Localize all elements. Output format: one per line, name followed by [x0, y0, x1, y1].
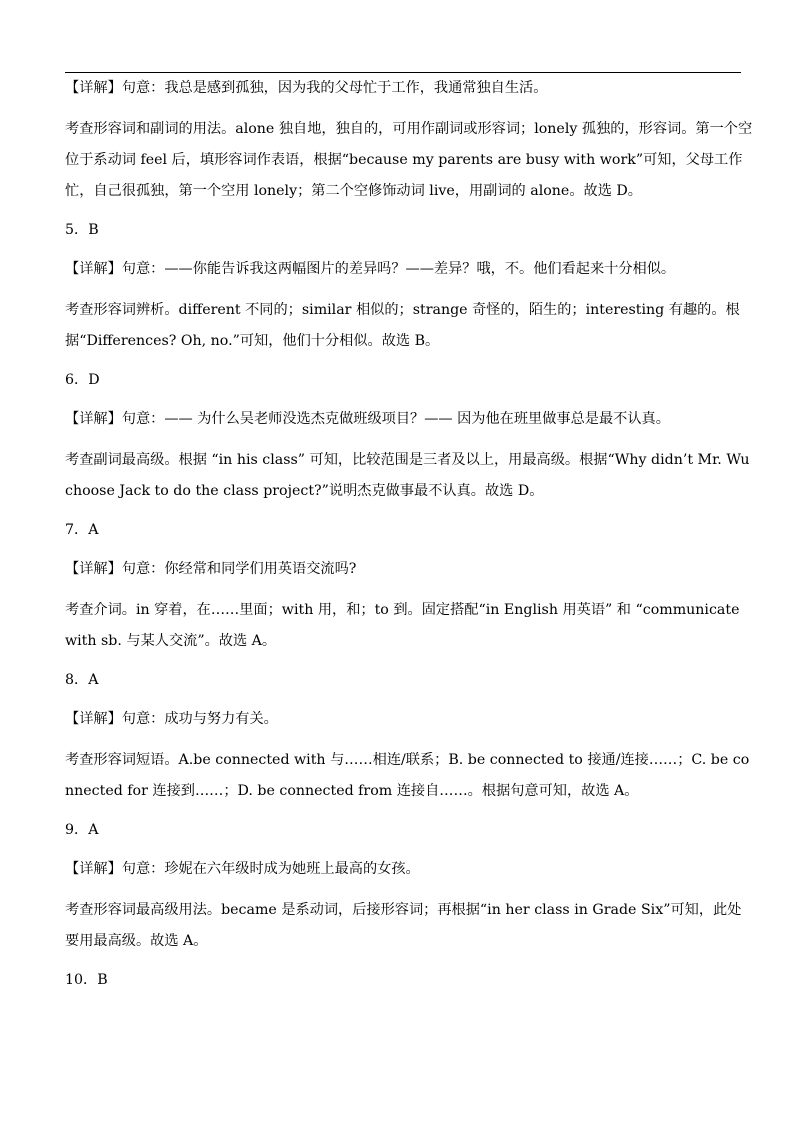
analysis-q9: 考查形容词最高级用法。became 是系动词，后接形容词；再根据“in her class in Grade Six”可知，此处要用最高级。故选 A。 — [65, 902, 742, 949]
answer-number-6: 6．D — [65, 372, 100, 388]
explain-q6: 【详解】句意：—— 为什么吴老师没选杰克做班级项目？—— 因为他在班里做事总是最不认真。 — [65, 411, 670, 427]
explain-q5: 【详解】句意：——你能告诉我这两幅图片的差异吗？——差异？哦，不。他们看起来十分相似。 — [65, 261, 676, 277]
analysis-q4: 考查形容词和副词的用法。alone 独自地，独自的，可用作副词或形容词；lonely 孤独的，形容词。第一个空位于系动词 feel 后，填形容词作表语，根据“because my parents are busy with work”可知，父母工作忙，自己很孤独，第一个空用 lonely；第二个空修饰动词 live，用副词的 alone。故选 D。 — [65, 121, 753, 199]
explain-q4: 【详解】句意：我总是感到孤独，因为我的父母忙于工作，我通常独自生活。 — [65, 80, 548, 96]
answer-number-5: 5．B — [65, 222, 99, 238]
explain-q8: 【详解】句意：成功与努力有关。 — [65, 711, 278, 727]
answer-number-8: 8．A — [65, 672, 99, 688]
analysis-q6: 考查副词最高级。根据 “in his class” 可知，比较范围是三者及以上，用最高级。根据“Why didn’t Mr. Wu choose Jack to do the class project?”说明杰克做事最不认真。故选 D。 — [65, 452, 750, 499]
analysis-q8: 考查形容词短语。A.be connected with 与……相连/联系；B. be connected to 接通/连接……；C. be connected for 连接到……；D. be connected from 连接自……。根据句意可知，故选 A。 — [65, 752, 750, 799]
analysis-q7: 考查介词。in 穿着，在……里面；with 用，和；to 到。固定搭配“in English 用英语” 和 “communicate with sb. 与某人交流”。故选 A。 — [65, 602, 740, 649]
answer-number-9: 9．A — [65, 822, 99, 838]
answer-number-10: 10．B — [65, 972, 108, 988]
answer-number-7: 7．A — [65, 522, 99, 538]
analysis-q5: 考查形容词辨析。different 不同的；similar 相似的；strange 奇怪的，陌生的；interesting 有趣的。根据“Differences? Oh, no.”可知，他们十分相似。故选 B。 — [65, 302, 740, 349]
explain-q9: 【详解】句意：珍妮在六年级时成为她班上最高的女孩。 — [65, 861, 420, 877]
answer-content — [65, 72, 755, 996]
explain-q7: 【详解】句意：你经常和同学们用英语交流吗? — [65, 561, 357, 577]
